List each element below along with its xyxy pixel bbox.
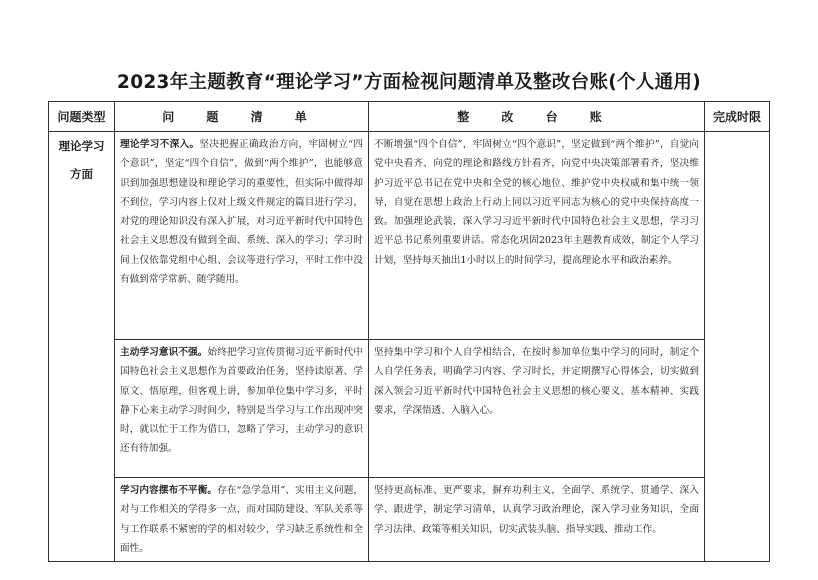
table-row [49,340,770,478]
header-rectification-ledger: 整 改 台 账 [369,102,705,132]
category-cell [49,132,115,562]
problem-title: 主动学习意识不强。 [120,347,208,358]
rectification-ledger-table [48,101,770,562]
category-label-line2: 方面 [70,167,93,181]
rectification-cell [369,478,705,562]
problem-title: 学习内容摆布不平衡。 [120,485,218,496]
problem-cell [115,478,369,562]
document-title: 2023年主题教育“理论学习”方面检视问题清单及整改台账(个人通用) [117,72,701,93]
header-deadline: 完成时限 [705,102,770,132]
problem-text: 始终把学习宣传贯彻习近平新时代中国特色社会主义思想作为首要政治任务，坚持读原著、学原文、悟原理，但客观上讲，参加单位集中学习多，平时静下心来主动学习时间少，特别是当学习与工作出现冲突时，就以忙于工作为借口，忽略了学习，主动学习的意识还有待加强。 [120,347,364,455]
problem-text: 存在“急学急用”、实用主义问题，对与工作相关的学得多一点，而对国防建设、军队关系等与工作联系不紧密的学的相对较少，学习缺乏系统性和全面性。 [120,485,364,554]
header-category: 问题类型 [49,102,115,132]
deadline-cell [705,132,770,562]
header-problem-list: 问 题 清 单 [115,102,369,132]
rectification-text: 坚持更高标准、更严要求，摒弃功利主义，全面学、系统学、贯通学、深入学、跟进学，制定学习清单，认真学习政治理论，深入学习业务知识，全面学习法律、政策等相关知识，切实武装头脑、指导实践、推动工作。 [374,485,699,535]
table-row [49,478,770,562]
rectification-text: 坚持集中学习和个人自学相结合，在按时参加单位集中学习的同时，制定个人自学任务表，明确学习内容、学习时长，并定期撰写心得体会，切实做到深入领会习近平新时代中国特色社会主义思想的核心要义、基本精神、实践要求，学深悟透、入脑入心。 [374,347,699,416]
rectification-cell [369,340,705,478]
category-label-line1: 理论学习 [58,139,105,153]
table-row [49,132,770,340]
problem-cell [115,132,369,340]
rectification-text: 不断增强“四个自信”，牢固树立“四个意识”，坚定做到“两个维护”，自觉向党中央看齐、向党的理论和路线方针看齐，向党中央决策部署看齐，坚决维护习近平总书记在党中央和全党的核心地位、维护党中央权威和集中统一领导，自觉在思想上政治上行动上同以习近平同志为核心的党中央保持高度一致。加强理论武装，深入学习习近平新时代中国特色社会主义思想，学习习近平总书记系列重要讲话。常态化巩固2023年主题教育成效，制定个人学习计划，坚持每天抽出1小时以上的时间学习，提高理论水平和政治素养。 [374,139,699,266]
header-row [49,102,770,132]
problem-text: 坚决把握正确政治方向，牢固树立“四个意识”，坚定“四个自信”，做到“两个维护”，也能够意识到加强思想建设和理论学习的重要性，但实际中做得却不到位，学习内容上仅对上级文件规定的篇目进行学习，对党的理论知识没有深入扩展，对习近平新时代中国特色社会主义思想没有做到全面、系统、深入的学习；学习时间上仅依靠党组中心组、会议等进行学习，平时工作中没有做到常学常新、随学随用。 [120,139,364,286]
problem-title: 理论学习不深入。 [120,139,200,150]
problem-cell [115,340,369,478]
rectification-cell [369,132,705,340]
